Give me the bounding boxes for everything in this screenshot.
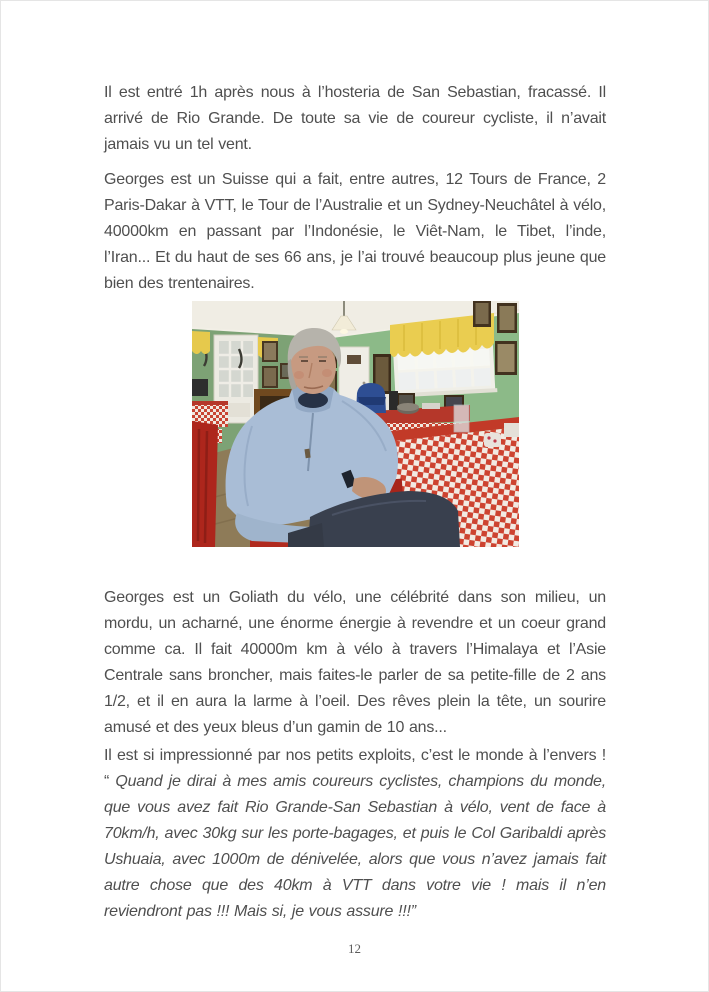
paragraph-4-intro: Il est si impressionné par nos petits exploits, c’est le monde à l’envers ! “ [104,747,606,790]
paragraph-2: Georges est un Suisse qui a fait, entre autres, 12 Tours de France, 2 Paris-Dakar à VTT, le Tour de l’Australie et un Sydney-Neuchâtel à vélo, 40000km en passant par l’Indonésie, le Viêt-Nam, le Tibet, l’inde, l’Iran... Et du haut de ses 66 ans, je l’ai trouvé beaucoup plus jeune que bien des trentenaires. [104,171,606,292]
paragraph-1: Il est entré 1h après nous à l’hosteria de San Sebastian, fracassé. Il arrivé de Rio Grande. De toute sa vie de coureur cycliste, il n’avait jamais vu un tel vent. [104,84,606,153]
photo-georges-hosteria [192,301,519,547]
paragraph-3: Georges est un Goliath du vélo, une célébrité dans son milieu, un mordu, un acharné, une énorme énergie à revendre et un coeur grand comme ca. Il fait 40000m km à vélo à travers l’Himalaya et l’Asie Centrale sans broncher, mais faites-le parler de sa petite-fille de 2 ans 1/2, et il en aura la larme à l’oeil. Des rêves plein la tête, un sourire amusé et des yeux bleus d’un gamin de 10 ans... [104,589,606,736]
hosteria-photo-illustration [192,301,519,547]
quote-text: Quand je dirai à mes amis coureurs cyclistes, champions du monde, que vous avez fait Rio Grande-San Sebastian à vélo, vent de face à 70km/h, avec 30kg sur les porte-bagages, et puis le Col Garibaldi après Ushuaia, avec 1000m de dénivelée, alors que vous n’avez jamais fait autre chose que des 40km à VTT dans votre vie ! mais il n’en reviendront pas !!! Mais si, je vous assure !!!” [104,773,606,920]
paragraph-4 [104,743,606,925]
page-number: 12 [348,941,361,956]
